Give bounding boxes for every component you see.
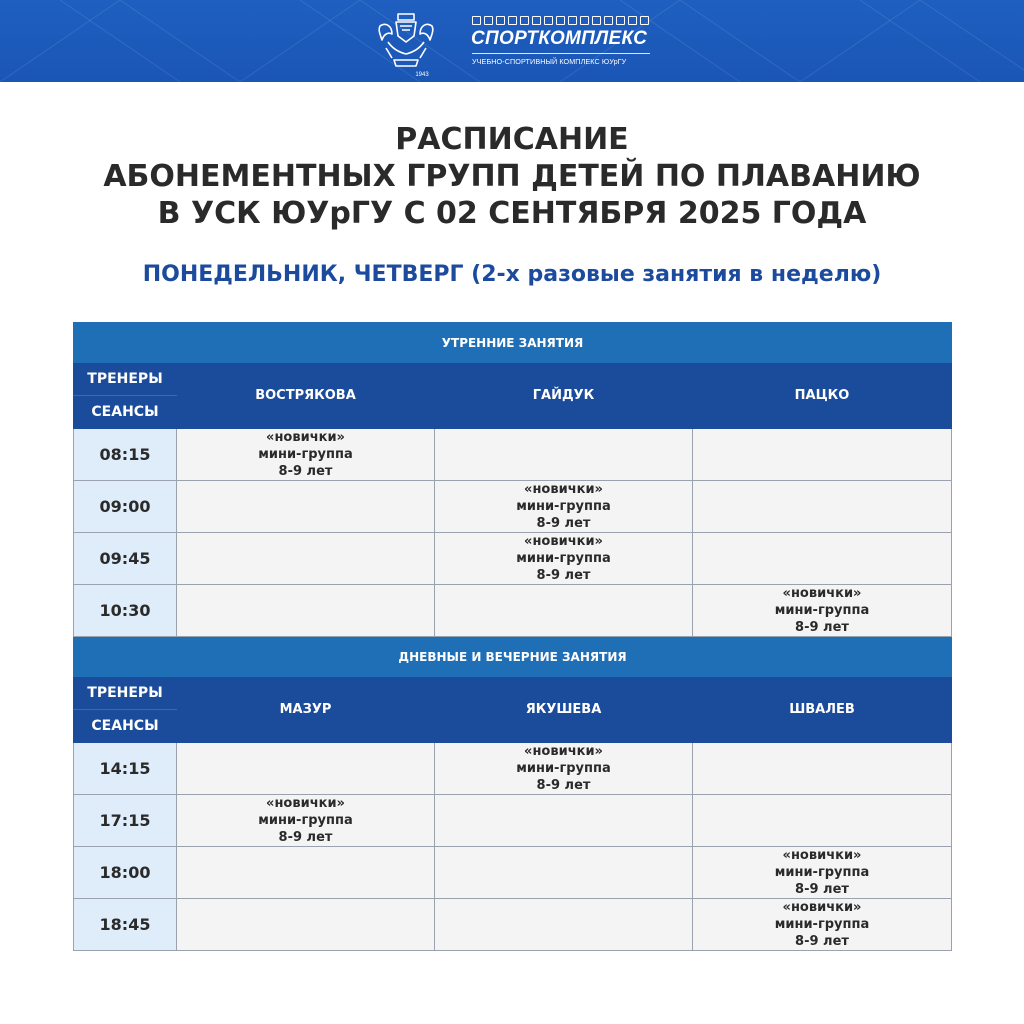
- slot-line: «новички»: [266, 796, 345, 811]
- aerobics-icon: [640, 16, 649, 25]
- evening-section-title: ДНЕВНЫЕ И ВЕЧЕРНИЕ ЗАНЯТИЯ: [74, 637, 952, 677]
- schedule-table: [73, 322, 952, 951]
- slot-line: мини-группа: [516, 499, 611, 514]
- table-row: [74, 429, 952, 481]
- schedule-slot: [693, 847, 952, 899]
- schedule-slot: [177, 899, 435, 951]
- schedule-slot: [177, 429, 435, 481]
- slot-line: 8-9 лет: [278, 464, 333, 479]
- title-line-2: АБОНЕМЕНТНЫХ ГРУПП ДЕТЕЙ ПО ПЛАВАНИЮ: [103, 159, 921, 194]
- boxing-icon: [556, 16, 565, 25]
- dance-icon: [616, 16, 625, 25]
- schedule-slot: [177, 795, 435, 847]
- slot-line: мини-группа: [258, 813, 353, 828]
- evening-header-row: [74, 677, 952, 710]
- slot-line: 8-9 лет: [795, 934, 849, 949]
- slot-line: «новички»: [524, 482, 603, 497]
- table-row: [74, 743, 952, 795]
- slot-line: мини-группа: [258, 447, 353, 462]
- header-banner: [0, 0, 1024, 82]
- morning-section-title: УТРЕННИЕ ЗАНЯТИЯ: [74, 323, 952, 363]
- brand-subtitle: УЧЕБНО-СПОРТИВНЫЙ КОМПЛЕКС ЮУрГУ: [472, 57, 627, 66]
- swimming-icon: [472, 16, 481, 25]
- slot-line: «новички»: [524, 534, 603, 549]
- ski-icon: [532, 16, 541, 25]
- slot-line: 8-9 лет: [795, 882, 849, 897]
- table-row: [74, 533, 952, 585]
- schedule-slot: [435, 847, 693, 899]
- volleyball-icon: [592, 16, 601, 25]
- schedule-slot: [693, 585, 952, 637]
- slot-line: мини-группа: [516, 761, 611, 776]
- title-line-1: РАСПИСАНИЕ: [395, 122, 629, 157]
- table-row: [74, 585, 952, 637]
- coach-name: ВОСТРЯКОВА: [177, 363, 435, 429]
- slot-line: мини-группа: [774, 917, 870, 932]
- title-line-3: В УСК ЮУрГУ С 02 СЕНТЯБРЯ 2025 ГОДА: [157, 196, 867, 231]
- slot-line: «новички»: [782, 848, 862, 863]
- session-time: 08:15: [74, 429, 177, 481]
- label-trainers: ТРЕНЕРЫ: [74, 677, 177, 710]
- schedule-slot: [177, 481, 435, 533]
- slot-line: 8-9 лет: [536, 516, 591, 531]
- label-trainers: ТРЕНЕРЫ: [74, 363, 177, 396]
- brand-name: СПОРТКОМПЛЕКС: [471, 28, 648, 49]
- label-sessions: СЕАНСЫ: [74, 710, 177, 743]
- logo-year: 1943: [415, 72, 429, 78]
- coach-name: ШВАЛЕВ: [693, 677, 952, 743]
- logo-divider: [472, 53, 650, 54]
- coach-name: ПАЦКО: [693, 363, 952, 429]
- coach-name: ГАЙДУК: [435, 363, 693, 429]
- schedule-slot: [693, 481, 952, 533]
- session-time: 18:00: [74, 847, 177, 899]
- table-row: [74, 481, 952, 533]
- shooting-icon: [628, 16, 637, 25]
- schedule-slot: [693, 743, 952, 795]
- schedule-slot: [177, 743, 435, 795]
- schedule-slot: [177, 585, 435, 637]
- slot-line: «новички»: [266, 430, 345, 445]
- skating-icon: [580, 16, 589, 25]
- slot-line: «новички»: [782, 900, 862, 915]
- schedule-slot: [435, 429, 693, 481]
- schedule-slot: [693, 533, 952, 585]
- schedule-slot: [693, 899, 952, 951]
- table-row: [74, 847, 952, 899]
- slot-line: мини-группа: [516, 551, 611, 566]
- hockey-icon: [604, 16, 613, 25]
- schedule-slot: [435, 795, 693, 847]
- coach-name: ЯКУШЕВА: [435, 677, 693, 743]
- table-row: [74, 899, 952, 951]
- bike-icon: [544, 16, 553, 25]
- schedule-slot: [693, 795, 952, 847]
- slot-line: мини-группа: [774, 603, 870, 618]
- schedule-slot: [435, 743, 693, 795]
- table-row: [74, 795, 952, 847]
- session-time: 10:30: [74, 585, 177, 637]
- session-time: 18:45: [74, 899, 177, 951]
- slot-line: 8-9 лет: [536, 778, 591, 793]
- morning-header-row: [74, 363, 952, 396]
- schedule-slot: [177, 847, 435, 899]
- slot-line: 8-9 лет: [795, 620, 849, 635]
- gym-icon: [484, 16, 493, 25]
- sport-icons-strip: [472, 16, 649, 25]
- morning-section-row: [74, 323, 952, 363]
- ball-icon: [508, 16, 517, 25]
- schedule-slot: [435, 481, 693, 533]
- session-time: 14:15: [74, 743, 177, 795]
- schedule-slot: [435, 899, 693, 951]
- schedule-slot: [693, 429, 952, 481]
- evening-section-row: [74, 637, 952, 677]
- schedule-slot: [435, 585, 693, 637]
- slot-line: 8-9 лет: [278, 830, 333, 845]
- label-sessions: СЕАНСЫ: [74, 396, 177, 429]
- running-icon: [496, 16, 505, 25]
- coach-name: МАЗУР: [177, 677, 435, 743]
- session-time: 17:15: [74, 795, 177, 847]
- slot-line: мини-группа: [774, 865, 870, 880]
- slot-line: «новички»: [782, 586, 862, 601]
- chess-icon: [568, 16, 577, 25]
- slot-line: 8-9 лет: [536, 568, 591, 583]
- lion-emblem-icon: [376, 12, 436, 70]
- tennis-icon: [520, 16, 529, 25]
- session-time: 09:45: [74, 533, 177, 585]
- schedule-slot: [435, 533, 693, 585]
- session-time: 09:00: [74, 481, 177, 533]
- schedule-days: ПОНЕДЕЛЬНИК, ЧЕТВЕРГ (2-х разовые занятия в неделю): [142, 262, 882, 287]
- sportcomplex-logo[interactable]: [376, 12, 650, 78]
- page-title: [0, 121, 1024, 232]
- schedule-slot: [177, 533, 435, 585]
- slot-line: «новички»: [524, 744, 603, 759]
